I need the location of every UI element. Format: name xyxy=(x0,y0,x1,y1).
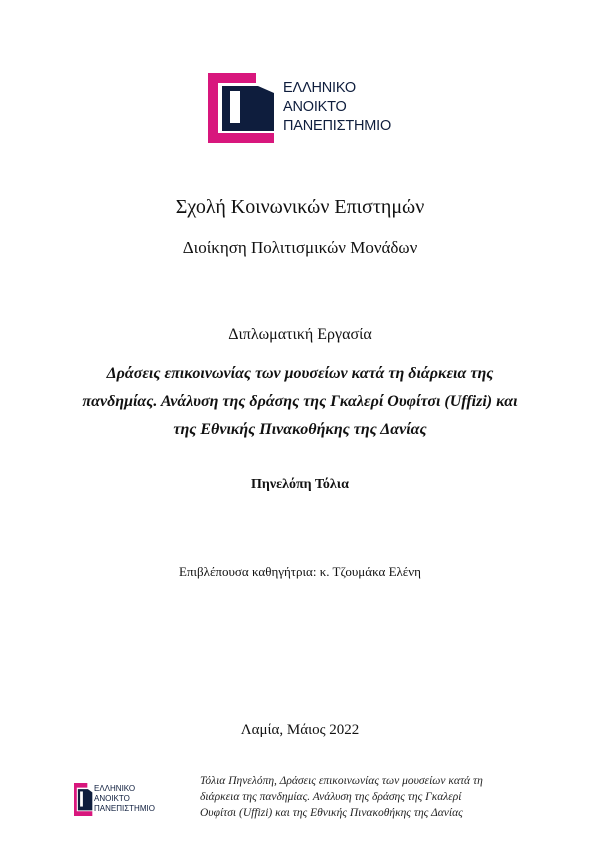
place-date: Λαμία, Μάιος 2022 xyxy=(240,722,360,738)
university-emblem-icon xyxy=(208,71,280,143)
title-line: της Εθνικής Πινακοθήκης της Δανίας xyxy=(173,421,427,438)
footer-logo-line-3: ΠΑΝΕΠΙΣΤΗΜΙΟ xyxy=(94,804,155,813)
school-name: Σχολή Κοινωνικών Επιστημών xyxy=(175,196,425,218)
footer-university-name xyxy=(94,784,155,814)
logo-line-3: ΠΑΝΕΠΙΣΤΗΜΙΟ xyxy=(283,118,392,134)
title-line: Δράσεις επικοινωνίας των μουσείων κατά τη διάρκεια της xyxy=(106,365,494,382)
citation xyxy=(200,773,500,821)
title-line: πανδημίας. Ανάλυση της δράσης της Γκαλερί Ουφίτσι (Uffizi) και xyxy=(82,393,518,410)
footer-logo-line-1: ΕΛΛΗΝΙΚΟ xyxy=(94,784,136,793)
author-name: Πηνελόπη Τόλια xyxy=(251,477,349,492)
thesis-title xyxy=(60,360,540,444)
footer-logo-line-2: ΑΝΟΙΚΤΟ xyxy=(94,794,130,803)
program-name: Διοίκηση Πολιτισμικών Μονάδων xyxy=(182,238,418,257)
university-emblem-small-icon xyxy=(74,782,94,816)
citation-line: Ουφίτσι (Uffizi) και της Εθνικής Πινακοθήκης της Δανίας xyxy=(200,807,463,819)
citation-line: Τόλια Πηνελόπη, Δράσεις επικοινωνίας των μουσείων κατά τη xyxy=(200,775,483,787)
supervisor: Επιβλέπουσα καθηγήτρια: κ. Τζουμάκα Ελένη xyxy=(179,564,421,579)
logo-line-1: ΕΛΛΗΝΙΚΟ xyxy=(283,80,356,96)
logo-line-2: ΑΝΟΙΚΤΟ xyxy=(283,99,347,115)
university-logo xyxy=(208,71,394,143)
university-name xyxy=(283,79,391,136)
document-type: Διπλωματική Εργασία xyxy=(228,326,372,343)
citation-line: διάρκεια της πανδημίας. Ανάλυση της δράσης της Γκαλερί xyxy=(200,791,462,803)
footer-logo xyxy=(74,780,174,820)
